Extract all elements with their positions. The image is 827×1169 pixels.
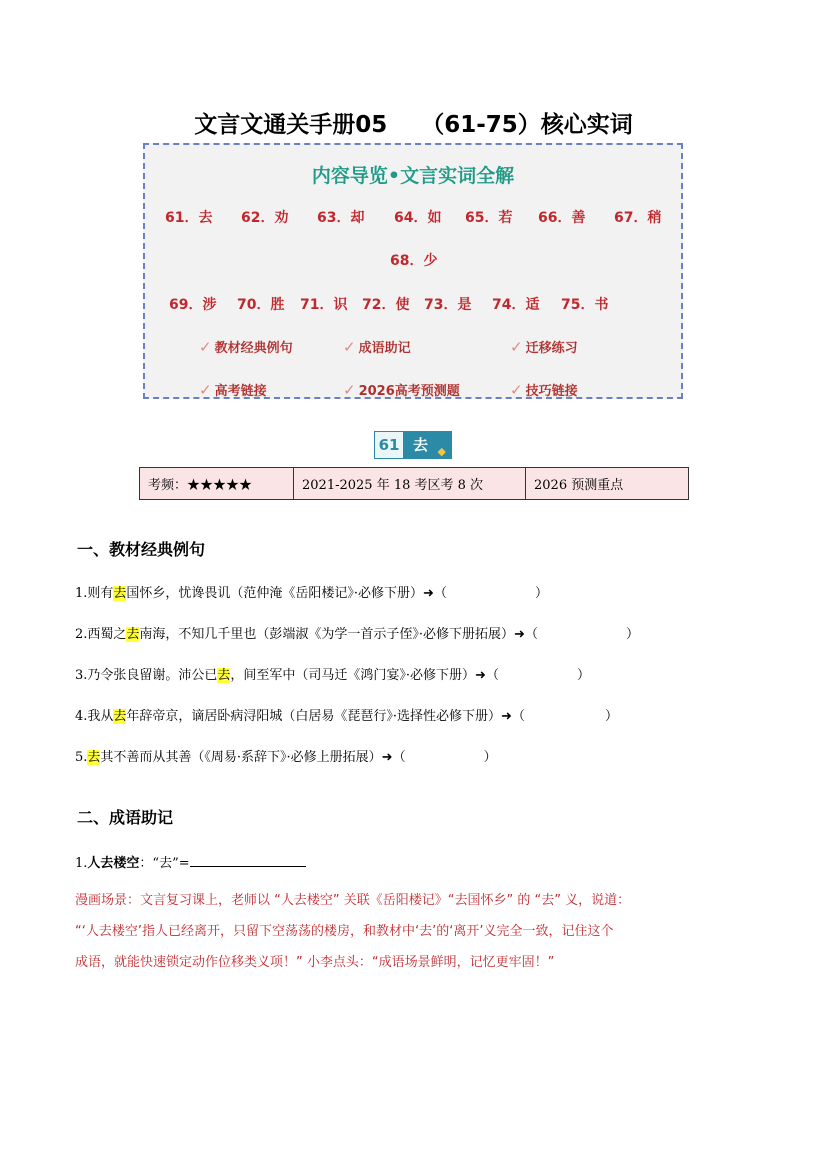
question-text: 南海，不知几千里也（彭端淑《为学一首示子侄》·必修下册拓展）➜（ bbox=[139, 627, 538, 642]
question-item bbox=[75, 664, 590, 683]
guide-tag-label: 迁移练习 bbox=[525, 341, 578, 356]
guide-item: 64．如 bbox=[394, 210, 442, 226]
story-line: “‘人去楼空’指人已经离开，只留下空荡荡的楼房，和教材中‘去’的‘离开’义完全一致，记住这个 bbox=[75, 924, 614, 939]
guide-tag bbox=[510, 380, 578, 399]
check-icon: ✓ bbox=[199, 338, 212, 356]
guide-item: 65．若 bbox=[465, 210, 513, 226]
word-badge bbox=[374, 431, 452, 459]
guide-item: 74．适 bbox=[492, 297, 540, 313]
highlighted-word: 去 bbox=[87, 750, 101, 765]
guide-item: 73．是 bbox=[424, 297, 472, 313]
question-text: 3.乃令张良留谢。沛公已 bbox=[75, 668, 218, 683]
section-heading-examples: 一、教材经典例句 bbox=[77, 540, 206, 559]
question-text: ） bbox=[483, 750, 497, 765]
guide-item: 71．识 bbox=[300, 297, 348, 313]
idiom-answer-blank[interactable] bbox=[190, 854, 306, 867]
title-part2: （61-75）核心实词 bbox=[421, 112, 633, 138]
story-line: 成语，就能快速锁定动作位移类义项！” 小李点头：“成语场景鲜明，记忆更牢固！” bbox=[75, 955, 555, 970]
highlighted-word: 去 bbox=[217, 668, 231, 683]
highlighted-word: 去 bbox=[113, 586, 127, 601]
idiom-term: 人去楼空 bbox=[87, 856, 140, 871]
question-item bbox=[75, 746, 497, 765]
question-text: 2.西蜀之 bbox=[75, 627, 127, 642]
badge-word: 去 bbox=[413, 436, 429, 454]
guide-item: 66．善 bbox=[538, 210, 586, 226]
idiom-number: 1. bbox=[75, 856, 88, 871]
guide-item: 72．使 bbox=[362, 297, 410, 313]
question-text: 4.我从 bbox=[75, 709, 114, 724]
guide-tag bbox=[199, 337, 293, 356]
question-item bbox=[75, 582, 548, 601]
guide-item: 68．少 bbox=[390, 253, 438, 269]
comic-scene-text bbox=[75, 885, 755, 978]
question-text: 1.则有 bbox=[75, 586, 114, 601]
question-text: ） bbox=[534, 586, 548, 601]
check-icon: ✓ bbox=[343, 338, 356, 356]
guide-heading: 内容导览•文言实词全解 bbox=[311, 165, 515, 187]
question-text: 年辞帝京，谪居卧病浔阳城（白居易《琵琶行》·选择性必修下册）➜（ bbox=[126, 709, 525, 724]
question-text: ） bbox=[625, 627, 639, 642]
document-title bbox=[0, 106, 827, 139]
guide-tag-label: 2026高考预测题 bbox=[358, 384, 460, 399]
question-text: 其不善而从其善（《周易·系辞下》·必修上册拓展）➜（ bbox=[100, 750, 406, 765]
idiom-item bbox=[75, 852, 306, 871]
guide-tag-label: 成语助记 bbox=[358, 341, 411, 356]
guide-item: 75．书 bbox=[561, 297, 609, 313]
question-text: ，间至军中（司马迁《鸿门宴》·必修下册）➜（ bbox=[230, 668, 499, 683]
guide-tag bbox=[343, 380, 460, 399]
check-icon: ✓ bbox=[199, 381, 212, 399]
guide-item: 69．涉 bbox=[169, 297, 217, 313]
check-icon: ✓ bbox=[510, 381, 523, 399]
highlighted-word: 去 bbox=[113, 709, 127, 724]
frequency-cell: 考频：★★★★★ bbox=[140, 468, 294, 500]
question-item bbox=[75, 705, 618, 724]
guide-item: 67．稍 bbox=[614, 210, 662, 226]
title-part1: 文言文通关手册05 bbox=[194, 112, 388, 138]
guide-item: 62．劝 bbox=[241, 210, 289, 226]
frequency-table bbox=[139, 467, 689, 500]
guide-item: 70．胜 bbox=[237, 297, 285, 313]
guide-tag-label: 技巧链接 bbox=[525, 384, 578, 399]
question-item bbox=[75, 623, 639, 642]
guide-item: 63．却 bbox=[317, 210, 365, 226]
question-text: 国怀乡，忧谗畏讥（范仲淹《岳阳楼记》·必修下册）➜（ bbox=[126, 586, 447, 601]
badge-number: 61 bbox=[374, 431, 404, 459]
check-icon: ✓ bbox=[343, 381, 356, 399]
guide-tag-label: 教材经典例句 bbox=[214, 341, 293, 356]
story-line: 漫画场景：文言复习课上，老师以 “人去楼空” 关联《岳阳楼记》“去国怀乡” 的 “去” 义，说道： bbox=[75, 893, 631, 908]
diamond-icon: ◆ bbox=[437, 445, 446, 458]
highlighted-word: 去 bbox=[126, 627, 140, 642]
guide-tag bbox=[343, 337, 411, 356]
guide-tag-label: 高考链接 bbox=[214, 384, 267, 399]
content-guide-box bbox=[143, 143, 683, 399]
prediction-cell: 2026 预测重点 bbox=[526, 468, 689, 500]
section-heading-idioms: 二、成语助记 bbox=[77, 808, 174, 827]
table-row bbox=[140, 468, 689, 500]
idiom-prompt: ：“去”= bbox=[139, 856, 190, 871]
badge-word-box bbox=[404, 431, 452, 459]
guide-item: 61．去 bbox=[165, 210, 213, 226]
question-text: ） bbox=[604, 709, 618, 724]
guide-tag bbox=[510, 337, 578, 356]
guide-tag bbox=[199, 380, 267, 399]
check-icon: ✓ bbox=[510, 338, 523, 356]
exam-count-cell: 2021-2025 年 18 考区考 8 次 bbox=[294, 468, 526, 500]
question-text: ） bbox=[576, 668, 590, 683]
question-text: 5. bbox=[75, 750, 88, 765]
